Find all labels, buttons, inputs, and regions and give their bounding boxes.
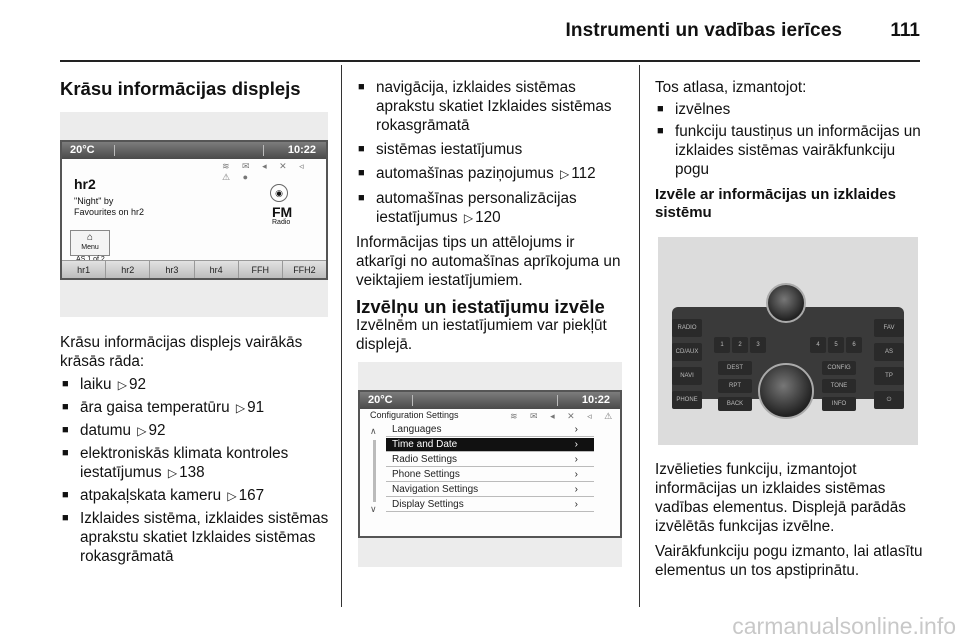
page-ref[interactable]: 167 (238, 487, 265, 504)
list-item: ■ funkciju taustiņus un informācijas un izklaides sistēmas vairākfunkciju pogu (655, 122, 925, 179)
page-ref[interactable]: 112 (571, 165, 596, 182)
intro-text: Krāsu informācijas displejs vairākās krāsās rāda: (60, 334, 303, 370)
chevron-right-icon: › (574, 484, 578, 495)
chevron-right-icon: › (574, 499, 578, 510)
status-icons: ≋ ✉ ◂ ✕ ◃ ⚠ (510, 411, 618, 421)
as-button[interactable]: AS (874, 343, 904, 361)
list-item: ■ datumu ▷ 92 (60, 421, 332, 441)
note-text: Informācijas tips un attēlojums ir atkarīgi no automašīnas aprīkojuma un veiktajiem iestatījumiem. (356, 234, 621, 289)
screen-title: Configuration Settings (370, 410, 459, 420)
menu-item[interactable]: Radio Settings › (386, 453, 594, 467)
infotainment-control-panel-photo (658, 237, 918, 445)
list-item: ■ laiku ▷ 92 (60, 375, 332, 395)
page-ref[interactable]: 138 (179, 464, 205, 481)
fav-button[interactable]: FAV (874, 319, 904, 337)
navi-button[interactable]: NAVI (672, 367, 702, 385)
column-1-body (60, 333, 332, 566)
page-ref[interactable]: 120 (475, 209, 501, 226)
color-display-photo (60, 112, 328, 317)
page-header (0, 0, 960, 60)
list-item: ■ izvēlnes (655, 100, 925, 119)
list-item: ■ āra gaisa temperatūru ▷ 91 (60, 398, 332, 418)
chevron-right-icon: › (574, 439, 578, 450)
favourites-bar (62, 260, 326, 278)
menu-item-selected[interactable]: Time and Date › (386, 438, 594, 452)
phone-button[interactable]: PHONE (672, 391, 702, 409)
ref-arrow-icon: ▷ (559, 167, 570, 181)
favourite-button[interactable]: hr4 (194, 261, 238, 278)
page-ref[interactable]: 92 (128, 376, 146, 393)
tone-button[interactable]: TONE (822, 379, 856, 393)
scroll-down-icon[interactable]: ∨ (370, 504, 377, 514)
menu-item[interactable]: Display Settings › (386, 498, 594, 512)
menu-item[interactable]: Phone Settings › (386, 468, 594, 482)
status-icons: ≋ ✉ ◂ ✕ ◃ ⚠ ● (222, 161, 309, 182)
preset-button[interactable]: 3 (750, 337, 766, 353)
display-topbar (360, 392, 620, 409)
header-rule (60, 60, 920, 62)
menu-item[interactable]: Languages › (386, 423, 594, 437)
radio-button[interactable]: RADIO (672, 319, 702, 337)
song-info: "Night" by Favourites on hr2 (74, 196, 145, 217)
column-1 (60, 78, 332, 100)
preset-button[interactable]: 6 (846, 337, 862, 353)
preset-button[interactable]: 5 (828, 337, 844, 353)
page-ref[interactable]: 92 (148, 422, 166, 439)
ref-arrow-icon: ▷ (227, 489, 237, 503)
display-screen (358, 390, 622, 538)
ref-arrow-icon: ▷ (167, 466, 178, 480)
intro-text: Tos atlasa, izmantojot: (655, 79, 807, 96)
column-3-body (655, 460, 925, 580)
ref-arrow-icon: ▷ (117, 378, 127, 392)
column-divider (639, 65, 640, 607)
list-item: ■ navigācija, izklaides sistēmas aprakstu skatiet Izklaides sistēmas rokasgrāmatā (356, 78, 628, 135)
config-settings-photo (358, 362, 622, 567)
rpt-button[interactable]: RPT (718, 379, 752, 393)
menu-item[interactable]: Navigation Settings › (386, 483, 594, 497)
clock: 10:22 (581, 394, 610, 406)
tp-button[interactable]: TP (874, 367, 904, 385)
temperature: 20°C (368, 394, 393, 406)
back-button[interactable]: BACK (718, 397, 752, 411)
config-button[interactable]: CONFIG (822, 361, 856, 375)
band-sub: Radio (272, 219, 291, 226)
list-item: ■ Izklaides sistēma, izklaides sistēmas aprakstu skatiet Izklaides sistēmas rokasgrāmatā (60, 509, 332, 566)
sub-title: Izvēle ar informācijas un izklaides sistēmu (655, 186, 896, 221)
ref-arrow-icon: ▷ (137, 424, 147, 438)
favourite-button[interactable]: hr2 (105, 261, 149, 278)
radio-icon: ◉ (270, 184, 288, 202)
list-item: ■ elektroniskās klimata kontroles iestatījumus ▷ 138 (60, 444, 332, 483)
page-number: 111 (890, 20, 920, 41)
column-3 (655, 78, 925, 222)
scroll-up-icon[interactable]: ∧ (370, 426, 377, 436)
station-name: hr2 (74, 176, 96, 192)
favourite-button[interactable]: FFH (238, 261, 282, 278)
paragraph: Izvēlieties funkciju, izmantojot informācijas un izklaides sistēmas vadības elementus. Displejā parādās izvēlētās funkcijas izvēlne. (655, 461, 906, 535)
favourite-button[interactable]: FFH2 (282, 261, 326, 278)
power-icon[interactable]: ⏻ (874, 391, 904, 409)
chevron-right-icon: › (574, 469, 578, 480)
section-text: Izvēlnēm un iestatījumiem var piekļūt displejā. (356, 317, 607, 353)
display-topbar (62, 142, 326, 159)
display-screen (60, 140, 328, 280)
favourite-button[interactable]: hr3 (149, 261, 193, 278)
watermark: carmanualsonline.info (732, 613, 956, 639)
multifunction-knob[interactable] (758, 363, 814, 419)
info-button[interactable]: INFO (822, 397, 856, 411)
ref-arrow-icon: ▷ (463, 211, 474, 225)
header-title: Instrumenti un vadības ierīces (565, 20, 842, 41)
preset-button[interactable]: 4 (810, 337, 826, 353)
chevron-right-icon: › (574, 454, 578, 465)
temperature: 20°C (70, 144, 95, 156)
ref-arrow-icon: ▷ (235, 401, 246, 415)
page-ref[interactable]: 91 (247, 399, 265, 416)
list-item: ■ automašīnas personalizācijas iestatījumus ▷ 120 (356, 189, 628, 228)
list-item: ■ atpakaļskata kameru ▷ 167 (60, 486, 332, 506)
scrollbar[interactable] (373, 440, 376, 502)
section-title: Krāsu informācijas displejs (60, 78, 301, 99)
list-item: ■ sistēmas iestatījumus (356, 140, 628, 159)
chevron-right-icon: › (574, 424, 578, 435)
clock: 10:22 (287, 144, 316, 156)
column-divider (341, 65, 342, 607)
cd-aux-button[interactable]: CD/AUX (672, 343, 702, 361)
section-title: Izvēlņu un iestatījumu izvēle (356, 296, 605, 317)
column-2 (356, 78, 628, 354)
menu-button[interactable]: ⌂ Menu (70, 230, 110, 256)
dest-button[interactable]: DEST (718, 361, 752, 375)
paragraph: Vairākfunkciju pogu izmanto, lai atlasītu elementus un tos apstiprinātu. (655, 543, 923, 579)
power-volume-knob[interactable] (766, 283, 806, 323)
preset-button[interactable]: 2 (732, 337, 748, 353)
favourite-button[interactable]: hr1 (77, 265, 91, 275)
list-item: ■ automašīnas paziņojumus ▷ 112 (356, 164, 628, 184)
home-icon: ⌂ (86, 232, 94, 243)
preset-button[interactable]: 1 (714, 337, 730, 353)
band-label: FM (272, 204, 293, 220)
